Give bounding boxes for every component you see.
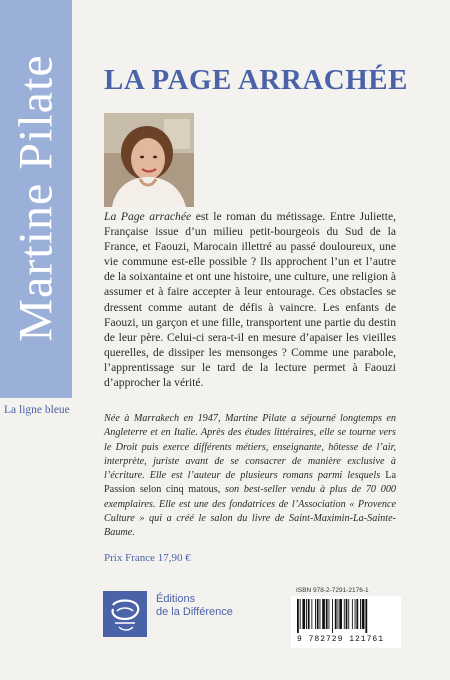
barcode-bar [300,599,301,629]
barcode-bar [352,599,353,629]
author-portrait-icon [104,113,194,207]
bio-book-title: La Passion selon cinq matous [104,470,396,496]
barcode-bar [335,599,337,629]
barcode-bar [315,599,316,629]
sidebar-band [0,0,72,398]
publisher-line-2: de la Différence [156,606,233,618]
barcode-bars-icon [291,596,401,634]
barcode-bar [344,599,345,629]
publisher-emblem-icon [103,591,147,637]
publisher-name [156,593,233,619]
barcode-bar [302,599,305,629]
barcode-bar [356,599,358,629]
barcode-bar [362,599,365,629]
price-label: Prix France 17,90 € [104,552,191,564]
barcode-bar [308,599,310,629]
author-photo [104,113,194,207]
publisher-logo [103,591,147,637]
barcode-bar [332,599,333,633]
barcode-bar [317,599,319,629]
barcode-bar [338,599,339,629]
collection-name: La ligne bleue [4,404,70,416]
bio-part-2: , son best-seller vendu à plus de 70 000 exemplaires. Elle est une des fondatrices de l’Association « Provence Culture » qui a créé le salon du livre de Saint-Maximin-La-Sainte-Baume. [104,484,397,539]
barcode-bar [348,599,349,629]
barcode-bar [326,599,328,629]
barcode-bar [297,599,299,633]
barcode-bar [320,599,321,629]
barcode-bar [355,599,356,629]
barcode-bar [360,599,361,629]
publisher-line-1: Éditions [156,593,196,605]
barcode-bar [339,599,342,629]
barcode-bar [365,599,367,633]
barcode-bar [322,599,325,629]
summary-text [104,209,396,390]
isbn-label: ISBN 978-2-7291-2176-1 [296,587,369,594]
barcode-bar [306,599,307,629]
bio-part-1: Née à Marrakech en 1947, Martine Pilate a séjourné longtemps en Angleterre et en Italie. Après des études littéraires, elle se tourne vers le Droit puis exerce différents métiers, enseignante, hôtesse de l’air, interprète, juriste avant de se consacrer de manière exclusive à l’écriture. Elle est l’auteur de plusieurs romans parmi lesquels [104,413,396,482]
book-title: LA PAGE ARRACHÉE [104,64,408,96]
sidebar-author-name: Martine Pilate [9,54,63,342]
barcode-bar [311,599,312,629]
barcode-bar [329,599,330,629]
barcode-bar [346,599,348,629]
author-biography [104,412,396,541]
summary-title-italic: La Page arrachée [104,210,192,223]
barcode-digits: 9 782729 121761 [297,635,385,644]
summary-body: est le roman du métissage. Entre Juliette, Française issue d’un milieu petit-bourgeois du Sud de la France, et Faouzi, Marocain illettré au passé douloureux, une vie commune est-elle possible ? Ils approchent l’un et l’autre de la soixantaine et ont une histoire, une culture, une religion à assumer et à faire accepter à leur entourage. Ces obstacles se dressent comme autant de défis à vaincre. Les enfants de Faouzi, un garçon et une fille, transportent une partie du destin de leur père. Celui-ci sera-t-il en mesure d’apaiser les vieilles querelles, de dissiper les mensonges ? Comme une parabole, l’apprentissage sur le tard de la lecture permet à Faouzi d’approcher la vérité. [104,210,397,390]
